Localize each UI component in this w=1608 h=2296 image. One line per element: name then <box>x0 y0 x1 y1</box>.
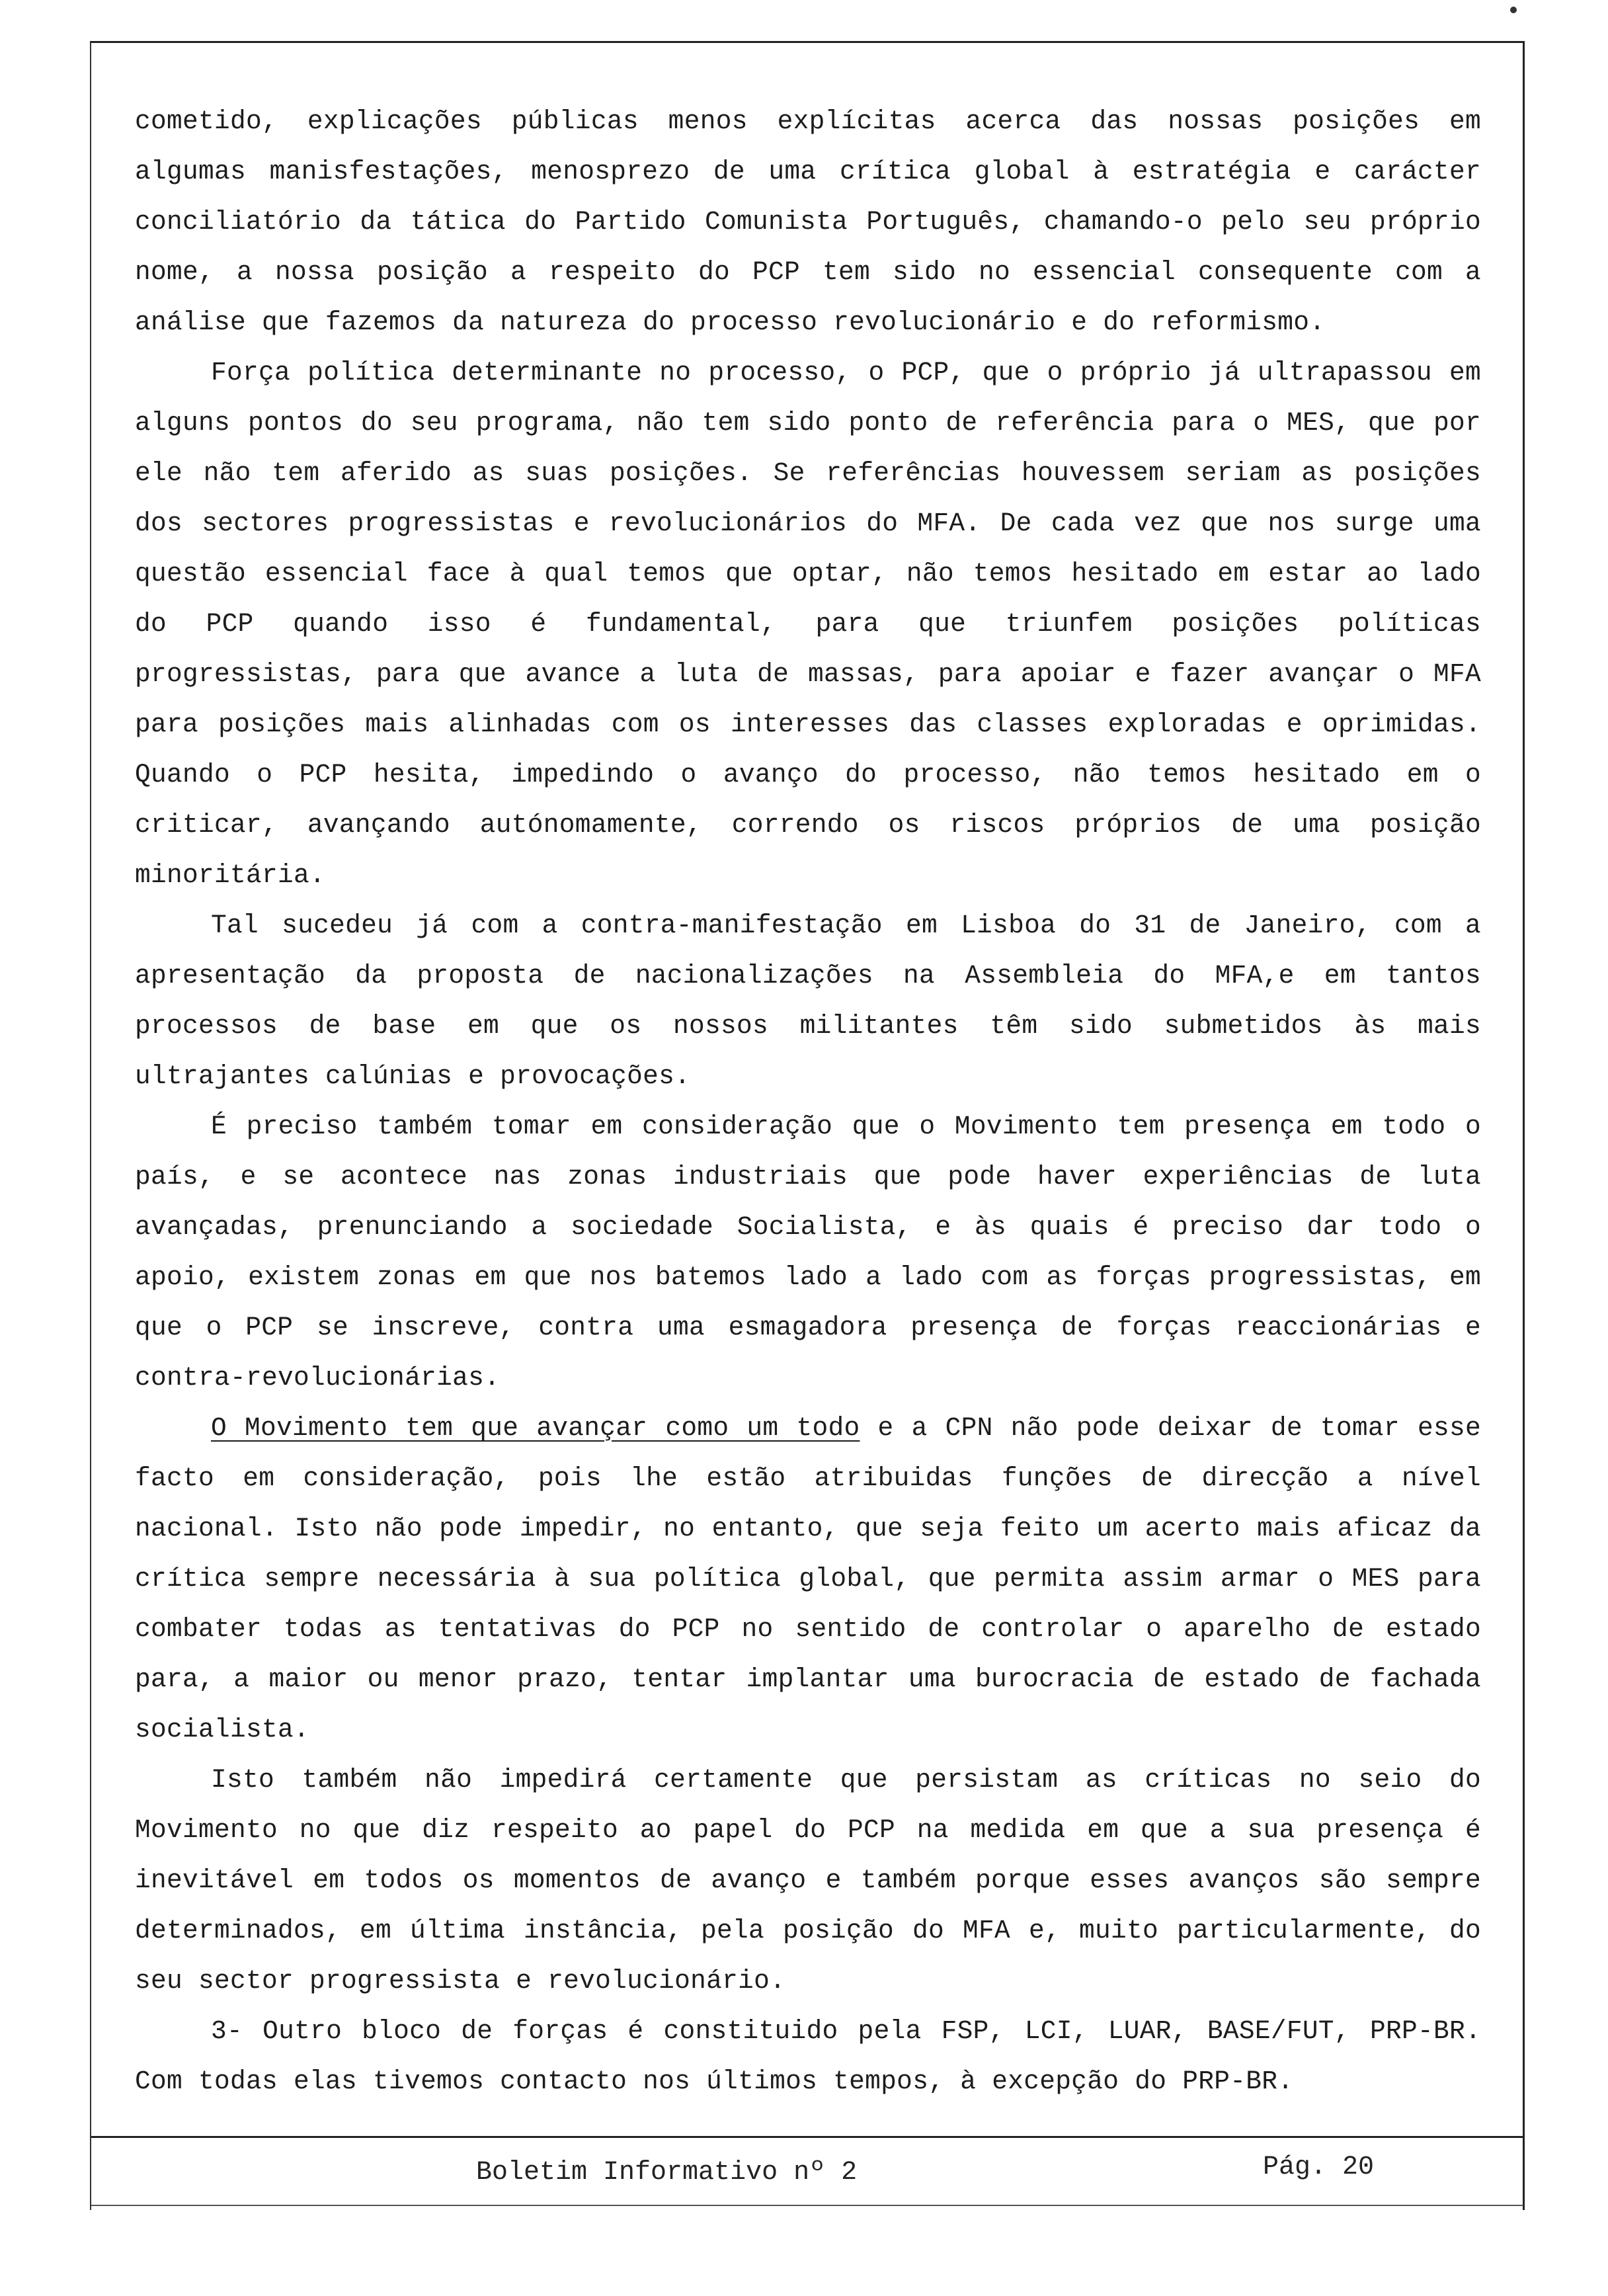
corner-mark <box>1510 7 1517 13</box>
paragraph: 3- Outro bloco de forças é constituido pela FSP, LCI, LUAR, BASE/FUT, PRP-BR. Com todas elas tivemos contacto nos últimos tempos, à excepção do PRP-BR. <box>135 2016 1481 2096</box>
paragraph: Tal sucedeu já com a contra-manifestação em Lisboa do 31 de Janeiro, com a apresentação da proposta de nacionalizações na Assembleia do MFA,e em tantos processos de base em que os nossos militantes têm sido submetidos às mais ultrajantes calúnias e provocações. <box>135 911 1481 1091</box>
paragraph <box>135 1403 1481 1755</box>
paragraph: Isto também não impedirá certamente que persistam as críticas no seio do Movimento no que diz respeito ao papel do PCP na medida em que a sua presença é inevitável em todos os momentos de avanço e também porque esses avanços são sempre determinados, em última instância, pela posição do MFA e, muito particularmente, do seu sector progressista e revolucionário. <box>135 1765 1481 1996</box>
footer-title: Boletim Informativo nº 2 <box>476 2158 858 2188</box>
paragraph: É preciso também tomar em consideração que o Movimento tem presença em todo o país, e se acontece nas zonas industriais que pode haver experiências de luta avançadas, prenunciando a sociedade Socialista, e às quais é preciso dar todo o apoio, existem zonas em que nos batemos lado a lado com as forças progressistas, em que o PCP se inscreve, contra uma esmagadora presença de forças reaccionárias e contra-revolucionárias. <box>135 1112 1481 1393</box>
document-body <box>135 97 1481 2107</box>
paragraph-text: e a CPN não pode deixar de tomar esse facto em consideração, pois lhe estão atribuidas funções de direcção a nível nacional. Isto não pode impedir, no entanto, que seja feito um acerto mais aficaz da crítica sempre necessária à sua política global, que permita assim armar o MES para combater todas as tentativas do PCP no sentido de controlar o aparelho de estado para, a maior ou menor prazo, tentar implantar uma burocracia de estado de fachada socialista. <box>135 1413 1482 1744</box>
paragraph: Força política determinante no processo, o PCP, que o próprio já ultrapassou em alguns pontos do seu programa, não tem sido ponto de referência para o MES, que por ele não tem aferido as suas posições. Se referências houvessem seriam as posições dos sectores progressistas e revolucionários do MFA. De cada vez que nos surge uma questão essencial face à qual temos que optar, não temos hesitado em estar ao lado do PCP quando isso é fundamental, para que triunfem posições políticas progressistas, para que avance a luta de massas, para apoiar e fazer avançar o MFA para posições mais alinhadas com os interesses das classes exploradas e oprimidas. Quando o PCP hesita, impedindo o avanço do processo, não temos hesitado em o criticar, avançando autónomamente, correndo os riscos próprios de uma posição minoritária. <box>135 358 1481 890</box>
page-number: Pág. 20 <box>1263 2152 1375 2182</box>
footer-divider-bottom <box>91 2205 1523 2206</box>
footer-divider-top <box>91 2136 1523 2138</box>
paragraph: cometido, explicações públicas menos explícitas acerca das nossas posições em algumas manisfestações, menosprezo de uma crítica global à estratégia e carácter conciliatório da tática do Partido Comunista Português, chamando-o pelo seu próprio nome, a nossa posição a respeito do PCP tem sido no essencial consequente com a análise que fazemos da natureza do processo revolucionário e do reformismo. <box>135 106 1481 337</box>
underlined-phrase: O Movimento tem que avançar como um todo <box>211 1413 860 1443</box>
